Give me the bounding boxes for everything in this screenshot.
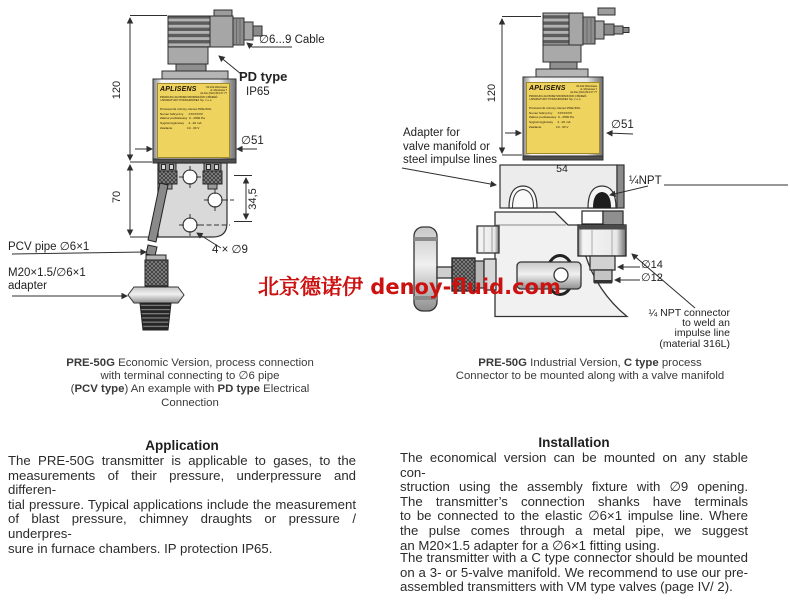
text-line: Zakres podstawowy 0...2500 Pa bbox=[529, 115, 574, 120]
distributor-watermark: 北京德诺伊 denoy-fluid.com bbox=[258, 275, 561, 299]
text-line: Sygnał wyjściowy 4...20 mA bbox=[529, 120, 571, 125]
text-line: Adapter for bbox=[403, 127, 460, 139]
label-product-line: Przetwornik różnicy ciśnień PRE-50G bbox=[160, 106, 212, 111]
text-line: valve manifold or bbox=[403, 140, 490, 153]
text-line: (material 316L) bbox=[659, 337, 730, 350]
m20-adapter-label-line2: adapter bbox=[8, 280, 48, 292]
text-line: Numer fabryczny XXXXXXX bbox=[529, 110, 572, 115]
text-line: the pulse comes through a metal pipe, we suggest bbox=[400, 522, 748, 538]
text-line: Sygnał wyjściowy 4...20 mA bbox=[160, 121, 202, 126]
ip65-label: IP65 bbox=[246, 86, 270, 98]
label-address bbox=[200, 86, 227, 95]
label-spec-rows bbox=[529, 111, 597, 130]
aplisens-logo: APLISENS bbox=[160, 86, 197, 93]
label-company-line: PRODUKCJA PRZETWORNIKÓW CIŚNIEŃ bbox=[529, 93, 587, 98]
text-line: struction using the assembly fixture with ∅9 opening. bbox=[400, 479, 748, 495]
text-line: of blast pressure, chimney draughts or pressure / underpres- bbox=[8, 511, 356, 541]
installation-paragraph-2 bbox=[400, 551, 748, 595]
m20-adapter-label-line1: M20×1.5/∅6×1 bbox=[8, 267, 86, 279]
left-dim-34-5-label: 34,5 bbox=[247, 188, 259, 210]
application-text bbox=[8, 454, 356, 556]
label-spec-rows bbox=[160, 112, 227, 131]
text-line: impulse line bbox=[674, 327, 730, 340]
text-line: tial pressure. Typical applications include the measurement bbox=[8, 496, 356, 512]
text-line: 03-192 Warszawa bbox=[576, 85, 597, 88]
label-company-line: I APARATURY POMIAROWEJ Sp. z o.o. bbox=[529, 97, 582, 102]
text-line: Zakres podstawowy 0...2500 Pa bbox=[160, 116, 205, 121]
right-dim-120-label: 120 bbox=[486, 83, 498, 103]
text-line: Zasilanie 10...30 V bbox=[529, 124, 569, 129]
text-line: 03-192 Warszawa bbox=[206, 86, 227, 89]
label-company-line: I APARATURY POMIAROWEJ Sp. z o.o. bbox=[160, 98, 213, 103]
left-dia51-label: ∅51 bbox=[241, 135, 264, 147]
pd-type-label: PD type bbox=[239, 69, 288, 84]
label-address bbox=[570, 85, 597, 94]
text-line: The transmitter’s connection shanks have terminals bbox=[400, 493, 748, 509]
left-diagram-caption bbox=[20, 357, 360, 410]
label-header bbox=[160, 86, 227, 95]
text-line: Zasilanie 10...30 V bbox=[160, 125, 200, 130]
text-line: to be connected to the elastic ∅6×1 impulse line. Where bbox=[400, 508, 748, 524]
aplisens-logo: APLISENS bbox=[529, 85, 566, 92]
installation-title: Installation bbox=[538, 435, 610, 450]
caption-line: PRE-50G Industrial Version, C type process bbox=[478, 357, 702, 369]
text-line: an M20×1.5 adapter for a ∅6×1 fitting using. bbox=[400, 537, 661, 553]
text-line: Numer fabryczny XXXXXXX bbox=[160, 111, 203, 116]
dia14-label: ∅14 bbox=[641, 259, 663, 271]
right-electrical-connector bbox=[536, 8, 629, 77]
right-dim-54-label: 54 bbox=[556, 163, 568, 175]
text-line: sure in furnace chambers. IP protection IP65. bbox=[8, 540, 273, 556]
text-line: The PRE-50G transmitter is applicable to gases, to the bbox=[8, 453, 356, 468]
right-diagram-caption bbox=[420, 357, 760, 383]
label-company-line: PRODUKCJA PRZETWORNIKÓW CIŚNIEŃ bbox=[160, 94, 218, 99]
text-line: ¼ NPT connector bbox=[648, 307, 730, 319]
caption-line: with terminal connecting to ∅6 pipe bbox=[100, 370, 280, 383]
quarter-npt-label: ¼NPT bbox=[629, 175, 662, 187]
npt-connector-note bbox=[624, 308, 730, 349]
adapter-note-label bbox=[403, 127, 497, 168]
text-line: steel impulse lines bbox=[403, 154, 497, 166]
text-line: ul. Morelowa 7 bbox=[210, 89, 227, 92]
installation-paragraph-1 bbox=[400, 451, 748, 553]
right-device-label bbox=[526, 82, 600, 154]
label-product-line: Przetwornik różnicy ciśnień PRE-50G bbox=[529, 105, 581, 110]
text-line: assembled transmitters with VM type valves (page IV/ 2). bbox=[400, 579, 733, 595]
left-dim-120-label: 120 bbox=[111, 80, 123, 100]
text-line: The economical version can be mounted on any stable con- bbox=[400, 450, 748, 480]
text-line: tel./fax (022) 814 07 77 bbox=[570, 91, 597, 94]
cable-diameter-label: ∅6...9 Cable bbox=[259, 34, 325, 46]
text-line: on a 3- or 5-valve manifold. We recommend to use our pre- bbox=[400, 564, 748, 580]
application-title: Application bbox=[145, 438, 219, 453]
text-line: tel./fax (022) 814 07 77 bbox=[200, 92, 227, 95]
text-line: The transmitter with a C type connector should be mounted bbox=[400, 550, 748, 565]
holes-count-label: 4 × ∅9 bbox=[212, 244, 248, 256]
dia12-label: ∅12 bbox=[641, 272, 663, 284]
pcv-pipe-label: PCV pipe ∅6×1 bbox=[8, 241, 90, 253]
text-line: to weld an bbox=[682, 317, 730, 330]
text-line: ul. Morelowa 7 bbox=[580, 88, 597, 91]
caption-line: (PCV type) An example with PD type Electrical bbox=[70, 383, 310, 396]
right-dia51-label: ∅51 bbox=[611, 119, 634, 131]
left-device-label bbox=[157, 83, 230, 158]
left-dim-70-label: 70 bbox=[111, 190, 123, 204]
caption-line: Connection bbox=[161, 396, 219, 409]
label-header bbox=[529, 85, 597, 94]
text-line: measurements of their pressure, underpressure and differen- bbox=[8, 467, 356, 498]
caption-line: Connector to be mounted along with a valve manifold bbox=[455, 370, 725, 383]
caption-line: PRE-50G Economic Version, process connection bbox=[66, 357, 314, 369]
